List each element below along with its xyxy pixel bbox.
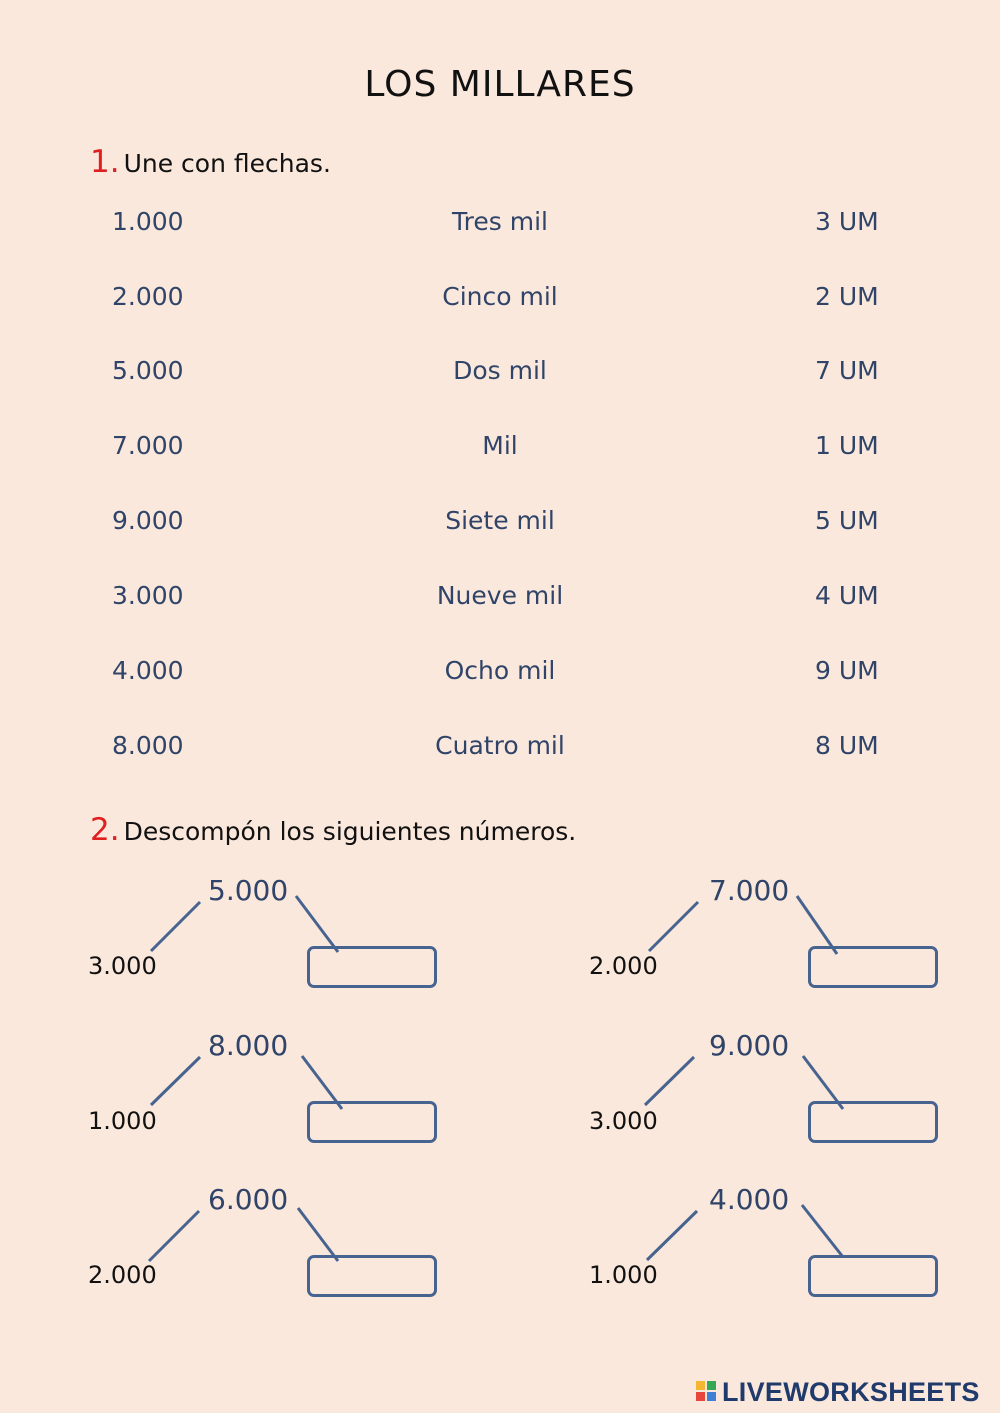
answer-box[interactable] xyxy=(307,1101,437,1143)
match-word[interactable]: Dos mil xyxy=(453,356,547,385)
section-1-instruction: Une con flechas. xyxy=(123,149,331,178)
decomposition-tree xyxy=(589,1183,989,1323)
match-number[interactable]: 5.000 xyxy=(112,356,184,385)
match-unit[interactable]: 4 UM xyxy=(815,581,879,610)
match-word[interactable]: Nueve mil xyxy=(436,581,564,610)
decomposition-total: 6.000 xyxy=(208,1183,289,1216)
match-row xyxy=(0,207,1000,247)
match-word[interactable]: Tres mil xyxy=(452,207,548,236)
answer-box[interactable] xyxy=(808,1255,938,1297)
decomposition-tree xyxy=(88,1029,488,1169)
decomposition-tree xyxy=(88,1183,488,1323)
section-2-heading xyxy=(90,812,576,848)
answer-box[interactable] xyxy=(307,946,437,988)
left-branch-line xyxy=(645,1057,694,1105)
decomposition-part: 2.000 xyxy=(589,952,658,980)
decomposition-total: 9.000 xyxy=(709,1029,790,1062)
decomposition-part: 3.000 xyxy=(88,952,157,980)
match-unit[interactable]: 9 UM xyxy=(815,656,879,685)
section-1-number: 1. xyxy=(90,144,120,180)
match-row xyxy=(0,581,1000,621)
brand-name: LIVEWORKSHEETS xyxy=(722,1377,980,1407)
liveworksheets-logo-icon xyxy=(696,1381,718,1403)
match-number[interactable]: 9.000 xyxy=(112,506,184,535)
answer-box[interactable] xyxy=(808,946,938,988)
right-branch-line xyxy=(298,1208,338,1261)
match-unit[interactable]: 8 UM xyxy=(815,731,879,760)
branch-lines xyxy=(88,1029,488,1169)
match-unit[interactable]: 2 UM xyxy=(815,282,879,311)
match-number[interactable]: 2.000 xyxy=(112,282,184,311)
match-word[interactable]: Cuatro mil xyxy=(435,731,565,760)
section-2-instruction: Descompón los siguientes números. xyxy=(123,817,577,846)
match-number[interactable]: 4.000 xyxy=(112,656,184,685)
decomposition-part: 2.000 xyxy=(88,1261,157,1289)
match-word[interactable]: Siete mil xyxy=(445,506,555,535)
match-row xyxy=(0,282,1000,322)
branch-lines xyxy=(589,1029,989,1169)
brand-watermark xyxy=(696,1379,992,1407)
match-unit[interactable]: 3 UM xyxy=(815,207,879,236)
branch-lines xyxy=(589,874,989,1014)
left-branch-line xyxy=(149,1211,199,1261)
decomposition-tree xyxy=(589,1029,989,1169)
section-1-heading xyxy=(90,144,331,180)
left-branch-line xyxy=(151,902,200,951)
decomposition-part: 3.000 xyxy=(589,1107,658,1135)
branch-lines xyxy=(88,874,488,1014)
match-row xyxy=(0,431,1000,471)
match-number[interactable]: 1.000 xyxy=(112,207,184,236)
left-branch-line xyxy=(647,1211,697,1260)
match-row xyxy=(0,731,1000,771)
answer-box[interactable] xyxy=(808,1101,938,1143)
match-unit[interactable]: 7 UM xyxy=(815,356,879,385)
right-branch-line xyxy=(802,1205,843,1257)
match-number[interactable]: 8.000 xyxy=(112,731,184,760)
match-unit[interactable]: 5 UM xyxy=(815,506,879,535)
decomposition-part: 1.000 xyxy=(589,1261,658,1289)
match-row xyxy=(0,356,1000,396)
match-word[interactable]: Ocho mil xyxy=(444,656,556,685)
match-number[interactable]: 7.000 xyxy=(112,431,184,460)
match-word[interactable]: Mil xyxy=(482,431,518,460)
decomposition-total: 7.000 xyxy=(709,874,790,907)
decomposition-total: 8.000 xyxy=(208,1029,289,1062)
decomposition-total: 4.000 xyxy=(709,1183,790,1216)
match-unit[interactable]: 1 UM xyxy=(815,431,879,460)
right-branch-line xyxy=(296,896,338,952)
branch-lines xyxy=(88,1183,488,1323)
decomposition-tree xyxy=(589,874,989,1014)
match-row xyxy=(0,506,1000,546)
decomposition-total: 5.000 xyxy=(208,874,289,907)
match-row xyxy=(0,656,1000,696)
page-title: LOS MILLARES xyxy=(364,64,636,105)
match-number[interactable]: 3.000 xyxy=(112,581,184,610)
decomposition-part: 1.000 xyxy=(88,1107,157,1135)
answer-box[interactable] xyxy=(307,1255,437,1297)
section-2-number: 2. xyxy=(90,812,120,848)
left-branch-line xyxy=(151,1057,200,1105)
match-word[interactable]: Cinco mil xyxy=(442,282,558,311)
left-branch-line xyxy=(649,902,698,951)
decomposition-tree xyxy=(88,874,488,1014)
branch-lines xyxy=(589,1183,989,1323)
